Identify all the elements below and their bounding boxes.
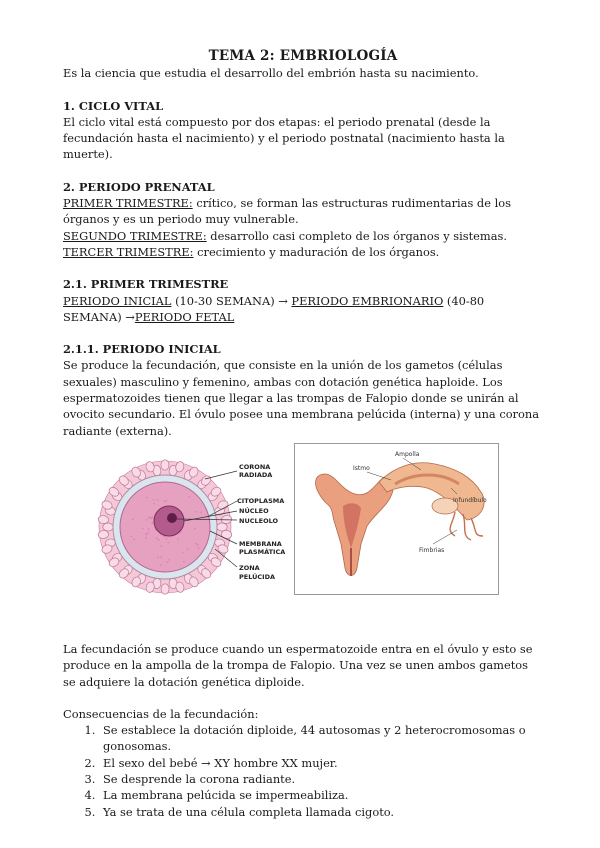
cytoplasm-granule — [182, 551, 184, 553]
label-infundibulo: Infundíbulo — [453, 496, 487, 504]
nucleolus-shape — [167, 513, 177, 523]
cytoplasm-granule — [145, 537, 147, 539]
cytoplasm-granule — [156, 537, 158, 539]
cytoplasm-granule — [153, 499, 155, 501]
cytoplasm-granule — [166, 538, 168, 540]
section-periodo-inicial-heading: 2.1.1. PERIODO INICIAL — [63, 342, 221, 357]
cytoplasm-granule — [200, 512, 202, 514]
cytoplasm-granule — [167, 561, 169, 563]
label-ampolla: Ampolla — [395, 450, 420, 458]
cytoplasm-granule — [160, 556, 162, 558]
label-pelucida: PELÚCIDA — [239, 572, 276, 581]
periodo-embrionario: PERIODO EMBRIONARIO — [291, 293, 444, 308]
document-page — [63, 48, 543, 820]
periodo-inicial-range: (10-30 SEMANA) → — [171, 293, 292, 308]
label-fimbrias: Fimbrias — [419, 546, 445, 554]
cytoplasm-granule — [151, 516, 153, 518]
corona-cell — [161, 460, 169, 470]
cytoplasm-granule — [195, 511, 197, 513]
section-ciclo-vital-text: El ciclo vital está compuesto por dos etapas: el periodo prenatal (desde la fecundación hasta el nacimiento) y el periodo postnatal (nacimiento hasta la muerte). — [63, 114, 505, 162]
list-item: 1. Se establece la dotación diploide, 44 autosomas y 2 heterocromosomas o gonosomas. — [99, 722, 543, 755]
trimester-1-text: crítico, se forman las estructuras rudimentarias de los órganos y es un periodo muy vulnerable. — [63, 196, 511, 227]
page-title: TEMA 2: EMBRIOLOGÍA — [208, 48, 398, 64]
periodo-embrionario-range: (40-80 SEMANA) → — [63, 293, 485, 324]
periods-sequence — [63, 293, 543, 326]
cytoplasm-granule — [158, 539, 160, 541]
list-item: 3. Se desprende la corona radiante. — [99, 771, 543, 787]
cytoplasm-granule — [147, 531, 149, 533]
section-primer-trimestre-heading: 2.1. PRIMER TRIMESTRE — [63, 277, 229, 292]
list-item: 2. El sexo del bebé → XY hombre XX mujer. — [99, 755, 543, 771]
trimester-1 — [63, 195, 543, 228]
cytoplasm-granule — [160, 545, 162, 547]
cytoplasm-granule — [195, 543, 197, 545]
fallopian-tube — [379, 463, 484, 520]
cytoplasm-granule — [148, 528, 150, 530]
corona-cell — [217, 523, 227, 531]
section-periodo-inicial-text: Se produce la fecundación, que consiste en la unión de los gametos (células sexuales) masculino y femenino, ambas con dotación genética haploide. Los espermatozoides tienen que llegar a las trompas de Falopio donde se unirán al ovocito secundario. El óvulo posee una membrana pelúcida (interna) y una corona radiante (externa). — [63, 358, 539, 438]
cytoplasm-granule — [142, 527, 144, 529]
cytoplasm-granule — [183, 561, 185, 563]
section-periodo-prenatal-heading: 2. PERIODO PRENATAL — [63, 179, 215, 194]
trimester-3-text: crecimiento y maduración de los órganos. — [193, 244, 440, 259]
consecuencias-heading: Consecuencias de la fecundación: — [63, 706, 259, 721]
cytoplasm-granule — [198, 547, 200, 549]
label-zona: ZONA — [239, 563, 260, 572]
trimester-3 — [63, 244, 543, 260]
cytoplasm-granule — [151, 522, 153, 524]
label-corona: CORONA — [239, 462, 271, 471]
corona-cell — [103, 523, 113, 531]
label-nucleo: NÚCLEO — [239, 506, 269, 515]
cytoplasm-granule — [197, 544, 199, 546]
fecundacion-text: La fecundación se produce cuando un espermatozoide entra en el óvulo y esto se produce en la ampolla de la trompa de Falopio. Una vez se unen ambos gametos se adquiere la dotación genética diploide. — [63, 641, 533, 689]
cytoplasm-granule — [146, 497, 148, 499]
cytoplasm-granule — [164, 500, 166, 502]
cytoplasm-granule — [133, 539, 135, 541]
trimester-2 — [63, 228, 543, 244]
cytoplasm-granule — [153, 503, 155, 505]
periodo-inicial: PERIODO INICIAL — [63, 293, 172, 308]
cytoplasm-granule — [187, 548, 189, 550]
cytoplasm-granule — [146, 534, 148, 536]
cytoplasm-granule — [146, 519, 148, 521]
corona-cell — [161, 584, 169, 594]
consecuencias-list — [63, 722, 543, 820]
periodo-fetal: PERIODO FETAL — [134, 309, 235, 324]
ovule-diagram — [87, 449, 297, 599]
trimester-2-label: SEGUNDO TRIMESTRE: — [63, 228, 207, 243]
cytoplasm-granule — [148, 516, 150, 518]
trimester-2-text: desarrollo casi completo de los órganos y sistemas. — [206, 228, 507, 243]
uterus-diagram — [294, 443, 499, 595]
trimester-1-label: PRIMER TRIMESTRE: — [63, 196, 193, 211]
label-istmo: Istmo — [353, 464, 370, 472]
cytoplasm-granule — [168, 541, 170, 543]
list-item: 5. Ya se trata de una célula completa llamada cigoto. — [99, 804, 543, 820]
cytoplasm-granule — [188, 496, 190, 498]
cytoplasm-granule — [157, 499, 159, 501]
cytoplasm-granule — [132, 518, 134, 520]
cytoplasm-granule — [160, 564, 162, 566]
cytoplasm-granule — [194, 528, 196, 530]
figures-row — [63, 449, 543, 617]
cytoplasm-granule — [157, 557, 159, 559]
intro-text: Es la ciencia que estudia el desarrollo del embrión hasta su nacimiento. — [63, 66, 479, 81]
label-citoplasma: CITOPLASMA — [237, 496, 285, 505]
cytoplasm-granule — [166, 500, 168, 502]
cytoplasm-granule — [131, 536, 133, 538]
label-plasmatica: PLASMÁTICA — [239, 547, 286, 556]
label-membrana: MEMBRANA — [239, 539, 282, 548]
cytoplasm-granule — [177, 538, 179, 540]
section-ciclo-vital-heading: 1. CICLO VITAL — [63, 98, 164, 113]
trimester-3-label: TERCER TRIMESTRE: — [63, 244, 194, 259]
label-nucleolo: NUCLEOLO — [239, 516, 279, 525]
list-item: 4. La membrana pelúcida se impermeabiliza. — [99, 787, 543, 803]
label-radiada: RADIADA — [239, 470, 273, 479]
cytoplasm-granule — [168, 559, 170, 561]
